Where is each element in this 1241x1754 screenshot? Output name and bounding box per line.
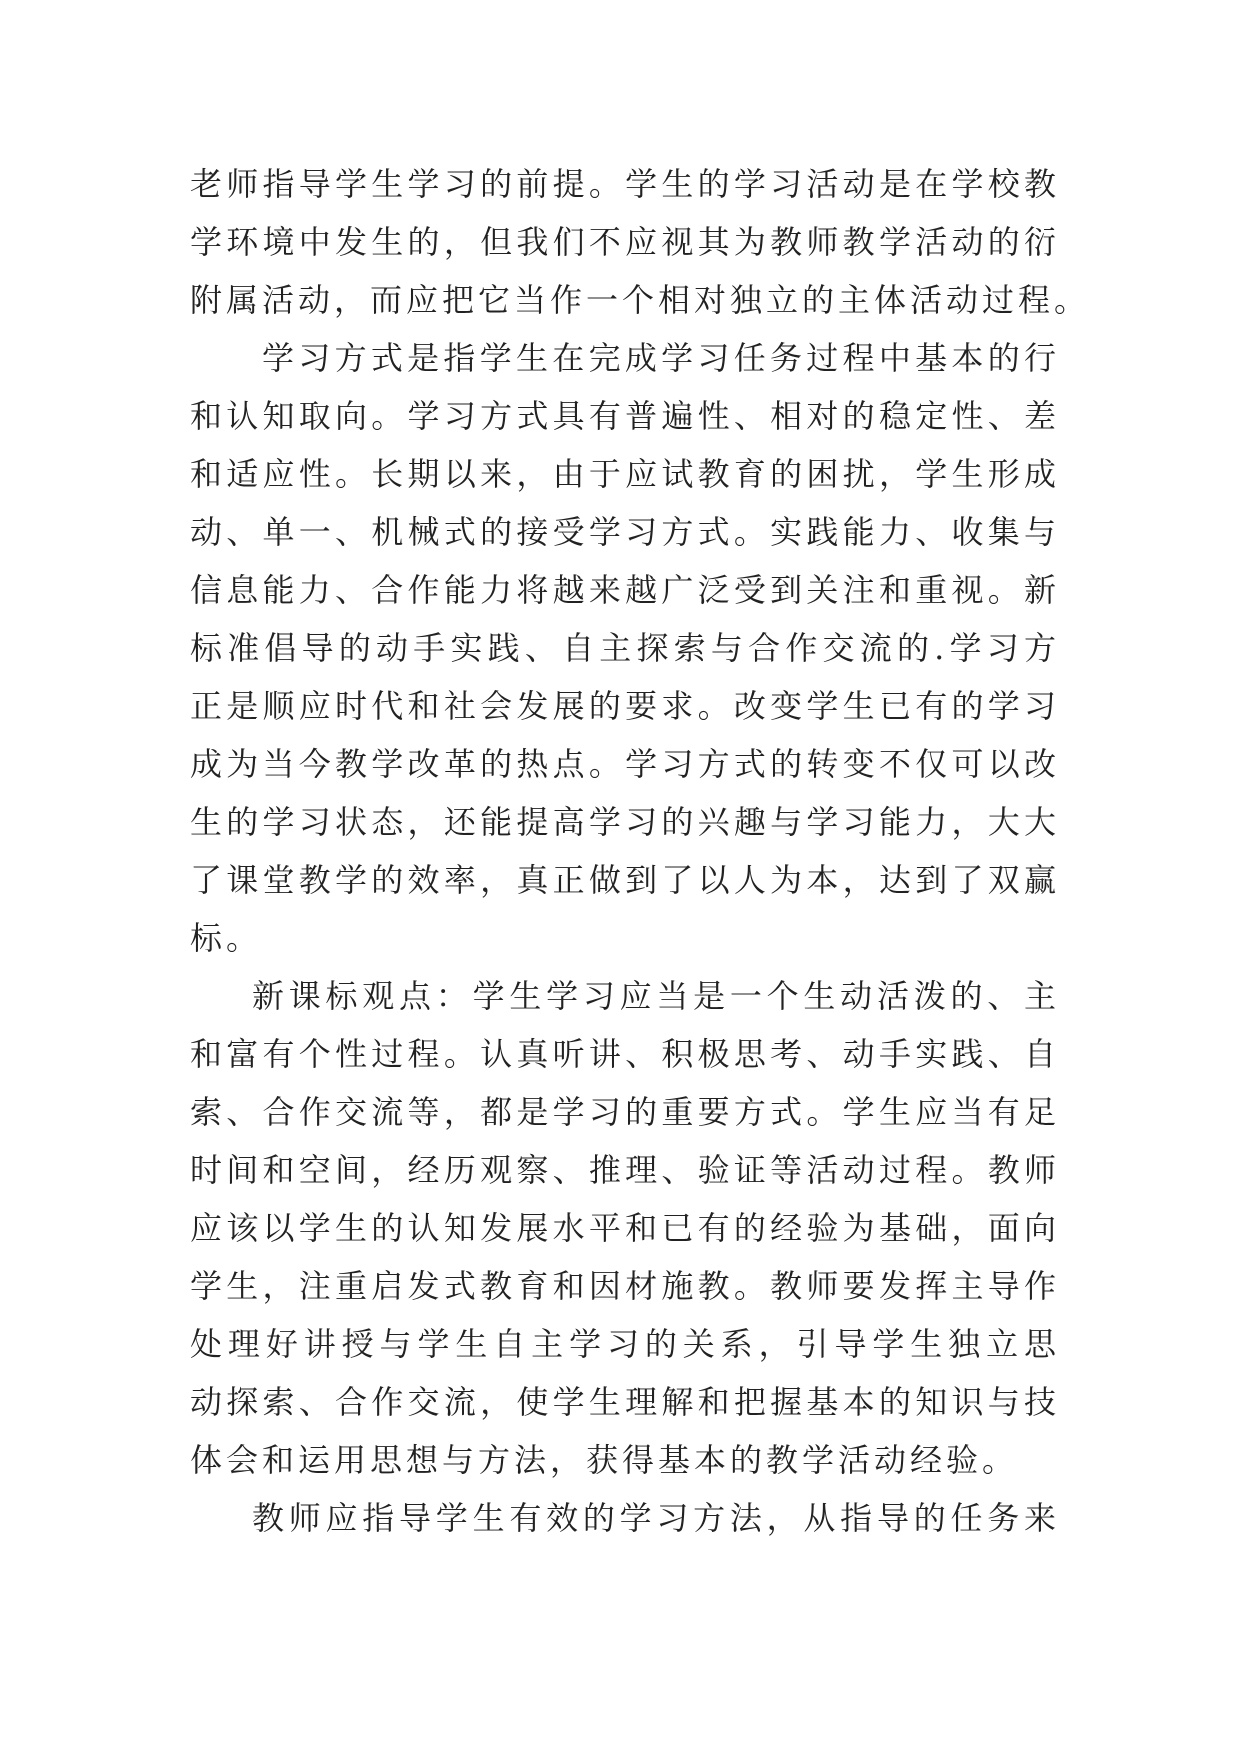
text-line: 成为当今教学改革的热点。学习方式的转变不仅可以改: [190, 745, 1060, 783]
text-line: 生的学习状态，还能提高学习的兴趣与学习能力，大大: [190, 803, 1060, 841]
paragraph-first-line: 学习方式是指学生在完成学习任务过程中基本的行: [262, 339, 1060, 377]
text-line: 和适应性。长期以来，由于应试教育的困扰，学生形成: [190, 455, 1060, 493]
text-line: 动探索、合作交流，使学生理解和把握基本的知识与技: [190, 1383, 1060, 1421]
text-line: 了课堂教学的效率，真正做到了以人为本，达到了双赢: [190, 861, 1060, 899]
text-line: 处理好讲授与学生自主学习的关系，引导学生独立思: [190, 1325, 1060, 1363]
text-line: 索、合作交流等，都是学习的重要方式。学生应当有足: [190, 1093, 1060, 1131]
text-line: 附属活动，而应把它当作一个相对独立的主体活动过程。: [190, 281, 1091, 319]
text-line: 应该以学生的认知发展水平和已有的经验为基础，面向: [190, 1209, 1060, 1247]
text-line: 信息能力、合作能力将越来越广泛受到关注和重视。新: [190, 571, 1060, 609]
text-line: 和富有个性过程。认真听讲、积极思考、动手实践、自: [190, 1035, 1060, 1073]
text-line: 和认知取向。学习方式具有普遍性、相对的稳定性、差: [190, 397, 1060, 435]
document-body: [190, 155, 1091, 1547]
text-line: 标。: [190, 919, 263, 957]
text-line: 体会和运用思想与方法，获得基本的教学活动经验。: [190, 1441, 1019, 1479]
text-line: 学环境中发生的，但我们不应视其为教师教学活动的衍: [190, 223, 1060, 261]
text-line: 动、单一、机械式的接受学习方式。实践能力、收集与: [190, 513, 1060, 551]
text-line: 学生，注重启发式教育和因材施教。教师要发挥主导作: [190, 1267, 1060, 1305]
text-line: 正是顺应时代和社会发展的要求。改变学生已有的学习: [190, 687, 1060, 725]
text-line: 标准倡导的动手实践、自主探索与合作交流的.学习方: [190, 629, 1060, 667]
paragraph-first-line: 新课标观点：学生学习应当是一个生动活泼的、主: [252, 977, 1060, 1015]
paragraph-first-line: 教师应指导学生有效的学习方法，从指导的任务来: [252, 1499, 1060, 1537]
text-line: 时间和空间，经历观察、推理、验证等活动过程。教师: [190, 1151, 1060, 1189]
text-line: 老师指导学生学习的前提。学生的学习活动是在学校教: [190, 165, 1060, 203]
